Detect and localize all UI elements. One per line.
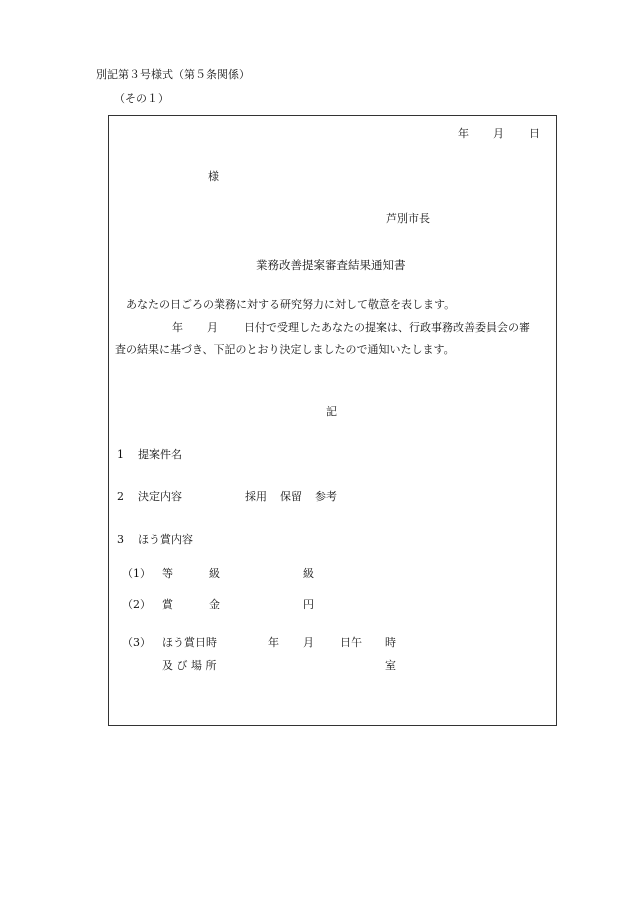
item-2-label: 決定内容	[138, 490, 182, 503]
body-line-2-month: 月	[207, 321, 218, 334]
sub-item-2-unit: 円	[303, 598, 314, 611]
item-3-number: 3	[117, 533, 124, 546]
sub-item-3-day-noon: 日午	[340, 636, 362, 649]
body-line-2-rest: 日付で受理したあなたの提案は、行政事務改善委員会の審	[244, 321, 530, 334]
body-line-2-year: 年	[172, 321, 183, 334]
decision-option-adopt: 採用	[245, 490, 267, 503]
sub-item-3-number: （3）	[122, 636, 151, 649]
decision-option-hold: 保留	[280, 490, 302, 503]
date-day: 日	[529, 127, 540, 140]
sub-item-2-number: （2）	[122, 598, 151, 611]
item-3-label: ほう賞内容	[138, 533, 193, 546]
body-line-1: あなたの日ごろの業務に対する研究努力に対して敬意を表します。	[126, 298, 456, 311]
document-title: 業務改善提案審査結果通知書	[256, 258, 406, 272]
ki-heading: 記	[326, 405, 337, 418]
sub-item-3-month: 月	[303, 636, 314, 649]
sub-item-1-unit: 級	[303, 567, 314, 580]
notice-frame	[108, 115, 557, 726]
decision-option-reference: 参考	[315, 490, 337, 503]
sub-item-1-number: （1）	[122, 567, 151, 580]
item-2-number: 2	[117, 490, 124, 503]
sub-item-2-label-a: 賞	[162, 598, 173, 611]
sub-item-3-year: 年	[268, 636, 279, 649]
sub-item-3-label-line-1: ほう賞日時	[162, 636, 217, 649]
item-1-number: 1	[117, 448, 124, 461]
sub-item-3-room: 室	[385, 659, 396, 672]
sender-name: 芦別市長	[386, 212, 430, 225]
sub-item-3-hour: 時	[385, 636, 396, 649]
sub-item-2-label-b: 金	[209, 598, 220, 611]
form-sub-label: （その１）	[114, 92, 169, 105]
form-number-label: 別記第３号様式（第５条関係）	[96, 68, 250, 81]
addressee-suffix: 様	[208, 170, 219, 183]
body-line-3: 査の結果に基づき、下記のとおり決定しましたので通知いたします。	[115, 343, 455, 356]
date-year: 年	[458, 127, 469, 140]
date-month: 月	[493, 127, 504, 140]
item-1-label: 提案件名	[138, 448, 182, 461]
sub-item-3-label-line-2: 及 び 場 所	[162, 659, 217, 672]
sub-item-1-label-a: 等	[162, 567, 173, 580]
sub-item-1-label-b: 級	[209, 567, 220, 580]
